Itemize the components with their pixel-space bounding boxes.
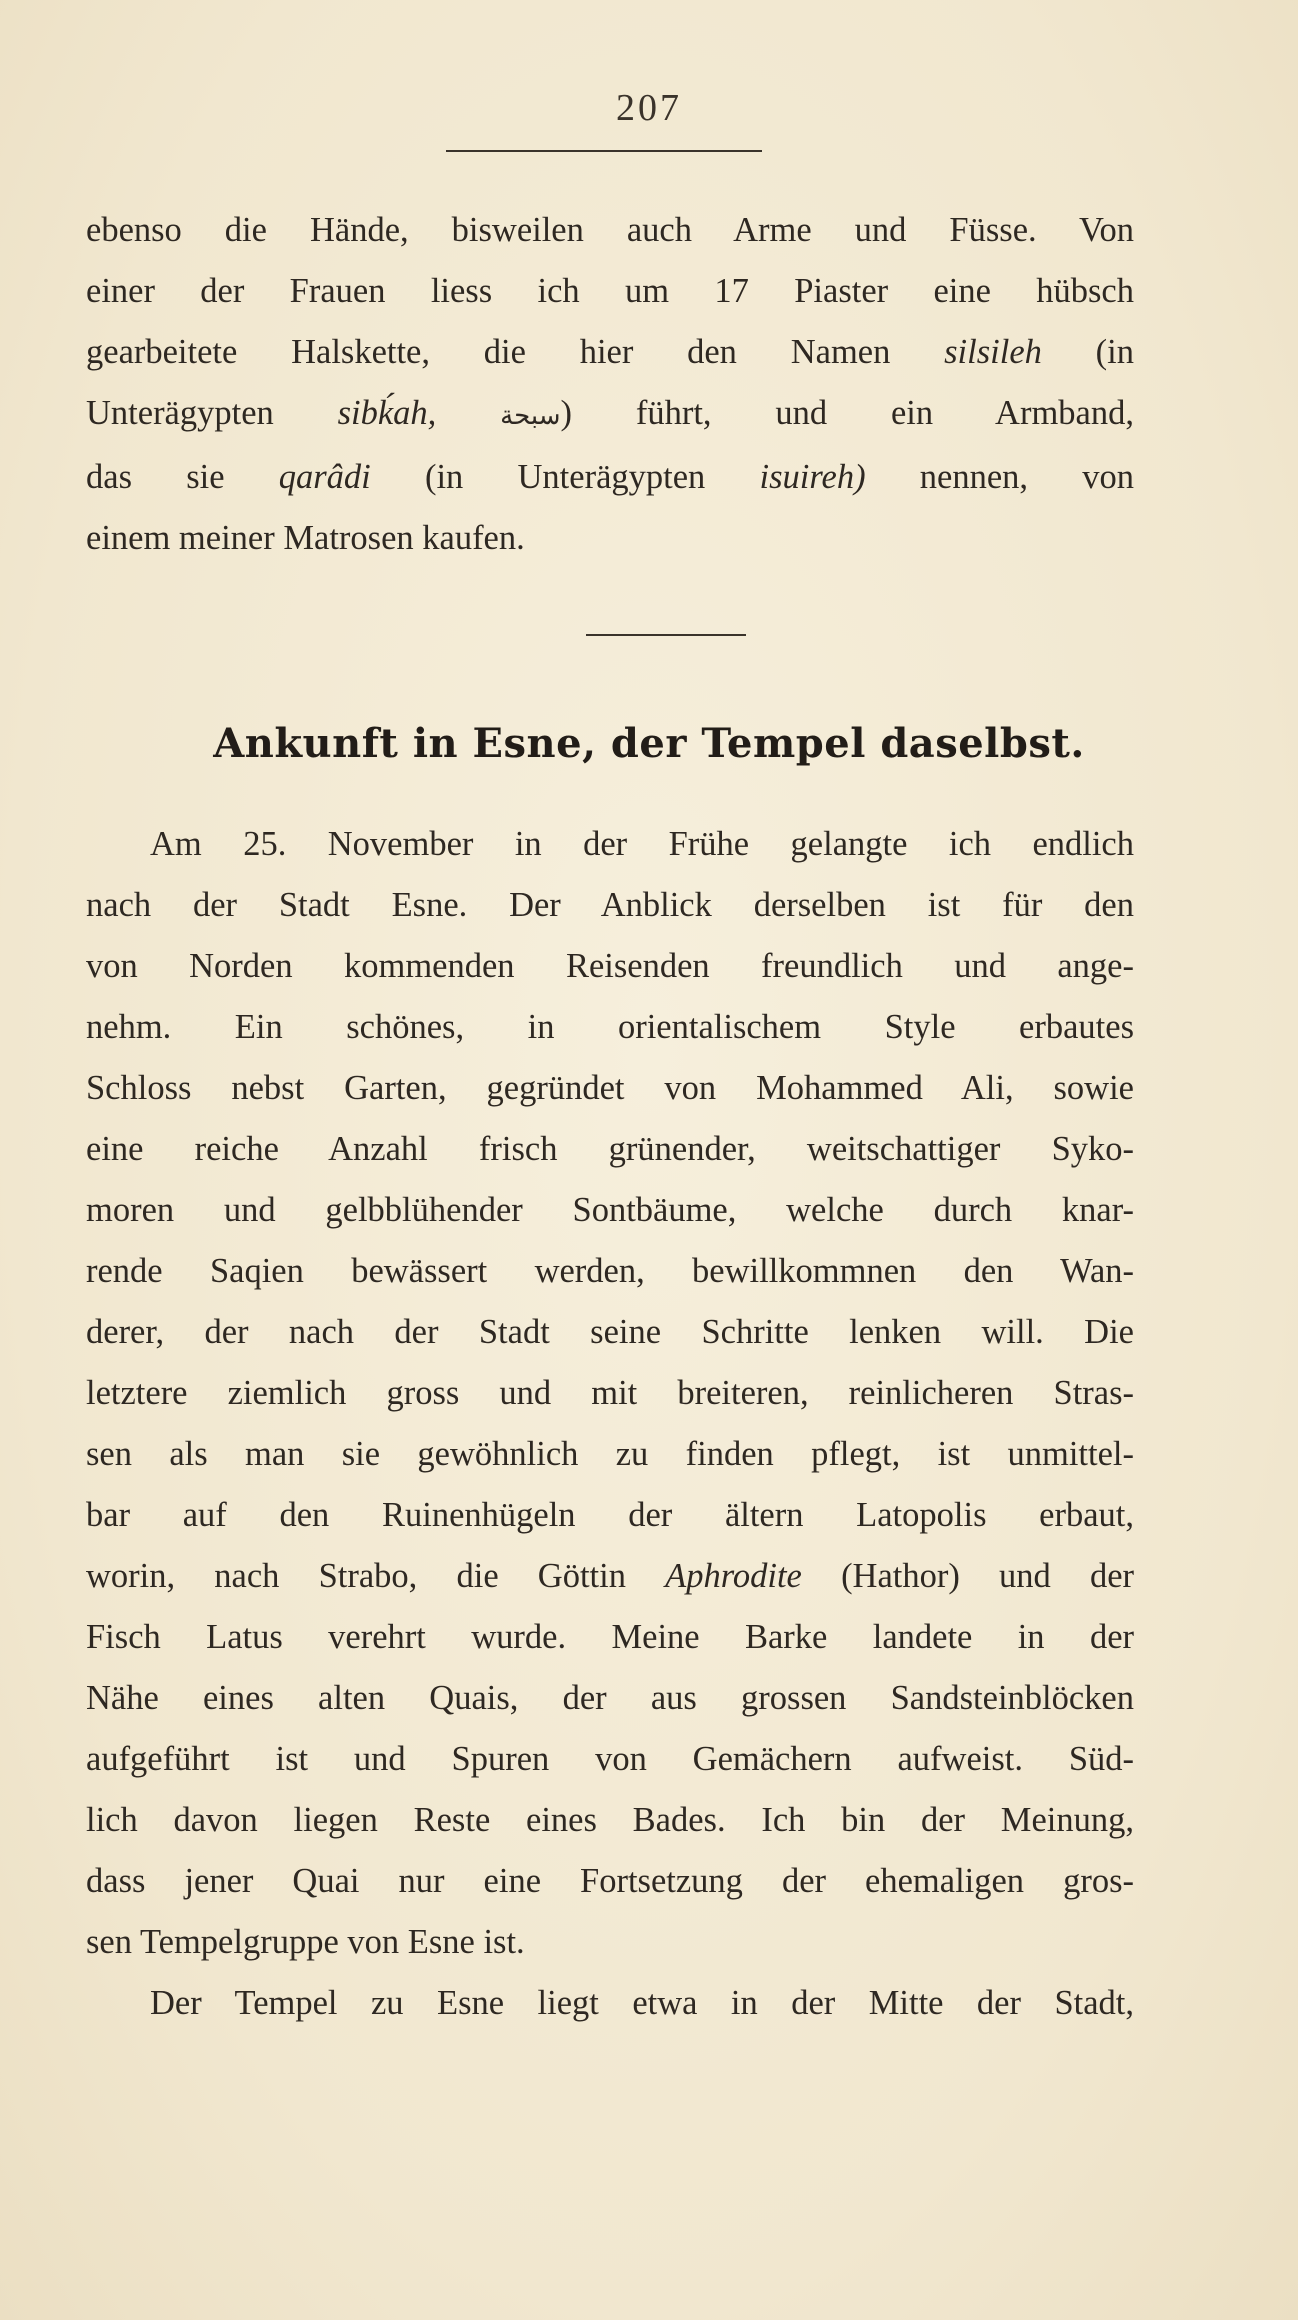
italic-term: sibḱah, bbox=[337, 394, 437, 432]
text-line: moren und gelbblühender Sontbäume, welche durch knar- bbox=[86, 1191, 1134, 1229]
text-line bbox=[86, 1546, 1134, 1607]
header-rule bbox=[446, 150, 762, 152]
text-line: derer, der nach der Stadt seine Schritte lenken will. Die bbox=[86, 1313, 1134, 1351]
text-line: Der Tempel zu Esne liegt etwa in der Mitte der Stadt, bbox=[150, 1984, 1134, 2022]
text-line: von Norden kommenden Reisenden freundlich und ange- bbox=[86, 947, 1134, 985]
text-segment: das sie bbox=[86, 458, 225, 496]
text-line: lich davon liegen Reste eines Bades. Ich bin der Meinung, bbox=[86, 1801, 1134, 1839]
text-line: sen als man sie gewöhnlich zu finden pflegt, ist unmittel- bbox=[86, 1435, 1134, 1473]
section-divider bbox=[586, 634, 746, 636]
text-line: Nähe eines alten Quais, der aus grossen Sandsteinblöcken bbox=[86, 1679, 1134, 1717]
text-segment: (Hathor) und der bbox=[841, 1557, 1135, 1595]
text-line bbox=[86, 447, 1134, 508]
text-line: rende Saqien bewässert werden, bewillkommnen den Wan- bbox=[86, 1252, 1134, 1290]
text-line: Schloss nebst Garten, gegründet von Mohammed Ali, sowie bbox=[86, 1069, 1134, 1107]
text-segment: worin, nach Strabo, die Göttin bbox=[86, 1557, 626, 1595]
italic-term: qarâdi bbox=[278, 458, 371, 496]
arabic-term: سبحة bbox=[500, 401, 561, 431]
text-line: sen Tempelgruppe von Esne ist. bbox=[86, 1923, 525, 1961]
text-segment: Unterägypten bbox=[86, 394, 274, 432]
italic-term: isuireh) bbox=[759, 458, 866, 496]
text-line: eine reiche Anzahl frisch grünender, weitschattiger Syko- bbox=[86, 1130, 1134, 1168]
text-line bbox=[86, 383, 1134, 447]
text-line: einem meiner Matrosen kaufen. bbox=[86, 519, 525, 557]
text-line: dass jener Quai nur eine Fortsetzung der ehemaligen gros- bbox=[86, 1862, 1134, 1900]
text-segment: (in bbox=[1095, 333, 1134, 371]
text-segment: gearbeitete Halskette, die hier den Namen bbox=[86, 333, 891, 371]
text-line bbox=[86, 322, 1134, 383]
text-line: Am 25. November in der Frühe gelangte ich endlich bbox=[150, 825, 1134, 863]
text-line: Fisch Latus verehrt wurde. Meine Barke landete in der bbox=[86, 1618, 1134, 1656]
text-line: bar auf den Ruinenhügeln der ältern Latopolis erbaut, bbox=[86, 1496, 1134, 1534]
italic-term: silsileh bbox=[944, 333, 1042, 371]
paragraph-2 bbox=[86, 814, 1134, 2034]
paragraph-1 bbox=[86, 200, 1134, 569]
text-line: aufgeführt ist und Spuren von Gemächern aufweist. Süd- bbox=[86, 1740, 1134, 1778]
page-number: 207 bbox=[616, 87, 682, 129]
text-segment: nennen, von bbox=[919, 458, 1134, 496]
text-line: ebenso die Hände, bisweilen auch Arme und Füsse. Von bbox=[86, 211, 1134, 249]
text-segment: (in Unterägypten bbox=[424, 458, 706, 496]
text-line: einer der Frauen liess ich um 17 Piaster eine hübsch bbox=[86, 272, 1134, 310]
text-line: nach der Stadt Esne. Der Anblick derselben ist für den bbox=[86, 886, 1134, 924]
text-line: nehm. Ein schönes, in orientalischem Style erbautes bbox=[86, 1008, 1134, 1046]
text-segment: ) führt, und ein Armband, bbox=[560, 394, 1134, 432]
text-line: letztere ziemlich gross und mit breiteren, reinlicheren Stras- bbox=[86, 1374, 1134, 1412]
italic-term: Aphrodite bbox=[665, 1557, 802, 1595]
section-heading: Ankunft in Esne, der Tempel daselbst. bbox=[213, 720, 1085, 767]
